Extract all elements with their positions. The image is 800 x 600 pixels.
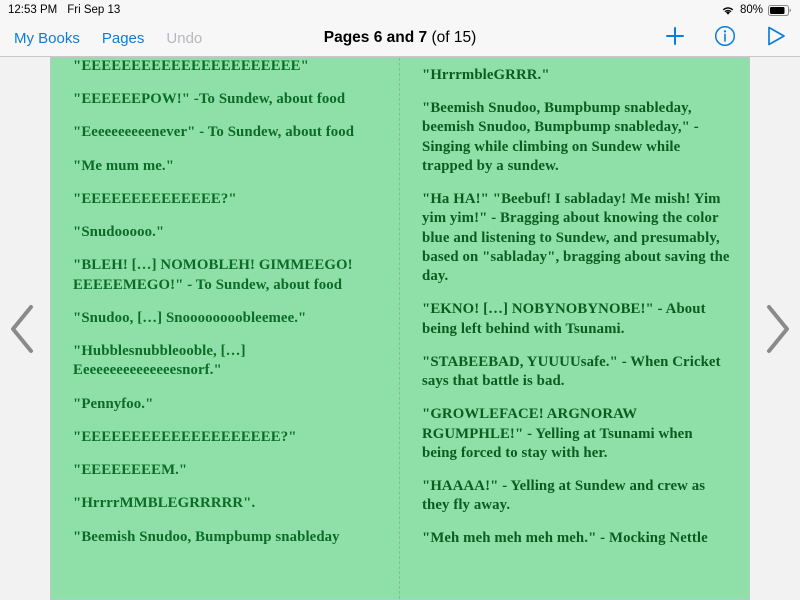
toolbar-right-group bbox=[664, 24, 788, 53]
page-line: "Eeeeeeeeeenever" - To Sundew, about food bbox=[73, 124, 355, 141]
page-area bbox=[0, 57, 800, 600]
battery-percent: 80% bbox=[739, 4, 763, 16]
pages-button[interactable]: Pages bbox=[101, 29, 145, 47]
book-page-left[interactable] bbox=[51, 58, 400, 599]
book-spread[interactable] bbox=[50, 57, 750, 600]
page-line: "EEEEEEEEM." bbox=[73, 462, 188, 479]
page-line: "EKNO! […] NOBYNOBYNOBE!" - About being left behind with Tsunami. bbox=[422, 301, 706, 337]
page-line: "Beemish Snudoo, Bumpbump snableday, beemish Snudoo, Bumpbump snableday," - Singing while climbing on Sundew while trapped by a sundew. bbox=[422, 100, 699, 174]
status-date: Fri Sep 13 bbox=[67, 4, 121, 16]
page-line: "Hubblesnubbleooble, […] Eeeeeeeeeeeeeeesnorf." bbox=[73, 343, 246, 379]
page-line: "Pennyfoo." bbox=[73, 395, 154, 412]
page-line: "Meh meh meh meh meh." - Mocking Nettle bbox=[422, 530, 708, 547]
toolbar bbox=[0, 20, 800, 57]
page-line: "Snudooooo." bbox=[73, 224, 165, 241]
status-bar-left bbox=[8, 4, 120, 16]
page-line: "Snudoo, […] Snoooooooobleemee." bbox=[73, 309, 307, 326]
page-line: "BLEH! […] NOMOBLEH! GIMMEEGO! EEEEEMEGO!" - To Sundew, about food bbox=[73, 257, 353, 293]
page-line: "Ha HA!" "Beebuf! I sabladay! Me mish! Yim yim yim!" - Bragging about knowing the color blue and listening to Sundew, and presumably, based on "sabladay", bragging about saving the day. bbox=[422, 191, 730, 285]
chevron-left-icon[interactable] bbox=[8, 303, 38, 355]
page-title-count: (of 15) bbox=[431, 29, 477, 46]
page-line: "HrrrrMMBLEGRRRRR". bbox=[73, 495, 256, 512]
battery-icon bbox=[768, 5, 792, 16]
page-line: "EEEEEEPOW!" -To Sundew, about food bbox=[73, 91, 346, 108]
play-icon[interactable] bbox=[764, 24, 788, 53]
book-page-right[interactable] bbox=[400, 58, 749, 599]
info-icon[interactable] bbox=[714, 25, 736, 52]
page-line: "EEEEEEEEEEEEEE?" bbox=[73, 190, 237, 207]
chevron-right-icon[interactable] bbox=[762, 303, 792, 355]
undo-button[interactable]: Undo bbox=[166, 29, 203, 47]
page-line: "Beemish Snudoo, Bumpbump snableday bbox=[73, 528, 340, 545]
wifi-icon bbox=[721, 5, 735, 16]
status-bar bbox=[0, 0, 800, 20]
plus-icon[interactable] bbox=[664, 25, 686, 52]
my-books-button[interactable]: My Books bbox=[14, 29, 80, 47]
page-line: "Me mum me." bbox=[73, 157, 175, 174]
page-line: "STABEEBAD, YUUUUsafe." - When Cricket says that battle is bad. bbox=[422, 353, 721, 390]
page-line: "HrrrmbleGRRR." bbox=[422, 67, 550, 83]
page-line-clipped: "EEEEEEEEEEEEEEEEEEEEEE" bbox=[73, 58, 309, 74]
status-time: 12:53 PM bbox=[8, 4, 58, 16]
page-line: "GROWLEFACE! ARGNORAW RGUMPHLE!" - Yelling at Tsunami when being forced to stay with her. bbox=[422, 406, 693, 461]
page-title-text: Pages 6 and 7 bbox=[323, 29, 428, 46]
page-line: "EEEEEEEEEEEEEEEEEEEE?" bbox=[73, 428, 297, 445]
page-line: "HAAAA!" - Yelling at Sundew and crew as they fly away. bbox=[422, 477, 706, 514]
status-bar-right bbox=[721, 4, 792, 16]
